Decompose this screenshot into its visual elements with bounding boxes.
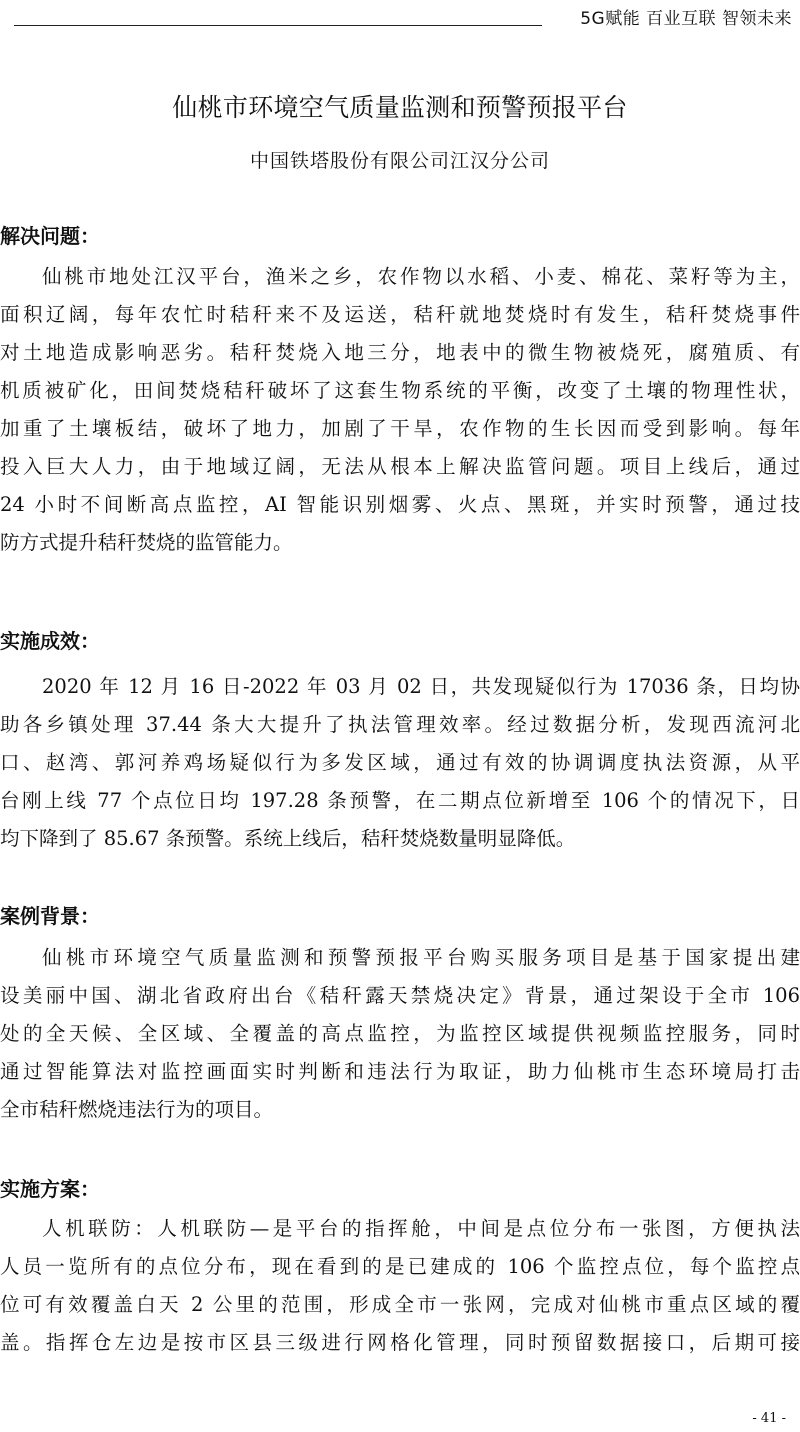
section-heading-plan: 实施方案：: [0, 1177, 100, 1201]
paragraph-line: 盖。指挥仓左边是按市区县三级进行网格化管理，同时预留数据接口，后期可接: [0, 1331, 800, 1354]
document-subtitle: 中国铁塔股份有限公司江汉分公司: [249, 150, 550, 172]
section-body-results: [0, 668, 800, 858]
page-number: - 41 -: [752, 1411, 786, 1426]
paragraph-line: 面积辽阔，每年农忙时秸秆来不及运送，秸秆就地焚烧时有发生，秸秆焚烧事件: [0, 303, 800, 326]
section-body-problem: [0, 258, 800, 562]
section-body-plan: [0, 1210, 800, 1362]
header-rule: [14, 25, 542, 26]
paragraph-line: 通过智能算法对监控画面实时判断和违法行为取证，助力仙桃市生态环境局打击: [0, 1060, 800, 1083]
paragraph-line: 台刚上线 77 个点位日均 197.28 条预警，在二期点位新增至 106 个的情况下，日: [0, 789, 800, 812]
paragraph-line: 设美丽中国、湖北省政府出台《秸秆露天禁烧决定》背景，通过架设于全市 106: [0, 984, 800, 1007]
document-title: 仙桃市环境空气质量监测和预警预报平台: [172, 93, 628, 122]
paragraph-line: 处的全天候、全区域、全覆盖的高点监控，为监控区域提供视频监控服务，同时: [0, 1022, 800, 1045]
section-heading-results: 实施成效：: [0, 629, 100, 653]
paragraph-line: 对土地造成影响恶劣。秸秆焚烧入地三分，地表中的微生物被烧死，腐殖质、有: [0, 341, 800, 364]
paragraph-line: 口、赵湾、郭河养鸡场疑似行为多发区域，通过有效的协调调度执法资源，从平: [0, 751, 800, 774]
paragraph-line: 全市秸秆燃烧违法行为的项目。: [0, 1098, 274, 1121]
paragraph-line: 机质被矿化，田间焚烧秸秆破坏了这套生物系统的平衡，改变了土壤的物理性状，: [0, 379, 800, 402]
header-slogan: 5G赋能 百业互联 智领未来: [580, 9, 792, 29]
section-body-background: [0, 939, 800, 1129]
paragraph-line: 仙桃市环境空气质量监测和预警预报平台购买服务项目是基于国家提出建: [42, 946, 800, 969]
paragraph-line: 24 小时不间断高点监控，AI 智能识别烟雾、火点、黑斑，并实时预警，通过技: [0, 493, 800, 516]
paragraph-line: 助各乡镇处理 37.44 条大大提升了执法管理效率。经过数据分析，发现西流河北: [0, 713, 800, 736]
paragraph-line: 位可有效覆盖白天 2 公里的范围，形成全市一张网，完成对仙桃市重点区域的覆: [0, 1293, 800, 1316]
paragraph-line: 人员一览所有的点位分布，现在看到的是已建成的 106 个监控点位，每个监控点: [0, 1255, 800, 1278]
paragraph-line: 仙桃市地处江汉平台，渔米之乡，农作物以水稻、小麦、棉花、菜籽等为主，: [42, 265, 800, 288]
paragraph-line: 投入巨大人力，由于地域辽阔，无法从根本上解决监管问题。项目上线后，通过: [0, 455, 800, 478]
section-heading-problem: 解决问题：: [0, 224, 100, 248]
paragraph-line: 加重了土壤板结，破坏了地力，加剧了干旱，农作物的生长因而受到影响。每年: [0, 417, 800, 440]
paragraph-line: 2020 年 12 月 16 日-2022 年 03 月 02 日，共发现疑似行为 17036 条，日均协: [42, 675, 800, 698]
paragraph-line: 防方式提升秸秆焚烧的监管能力。: [0, 531, 293, 554]
paragraph-line: 均下降到了 85.67 条预警。系统上线后，秸秆焚烧数量明显降低。: [0, 827, 576, 850]
paragraph-line: 人机联防：人机联防—是平台的指挥舱，中间是点位分布一张图，方便执法: [42, 1217, 800, 1240]
section-heading-background: 案例背景：: [0, 904, 100, 928]
